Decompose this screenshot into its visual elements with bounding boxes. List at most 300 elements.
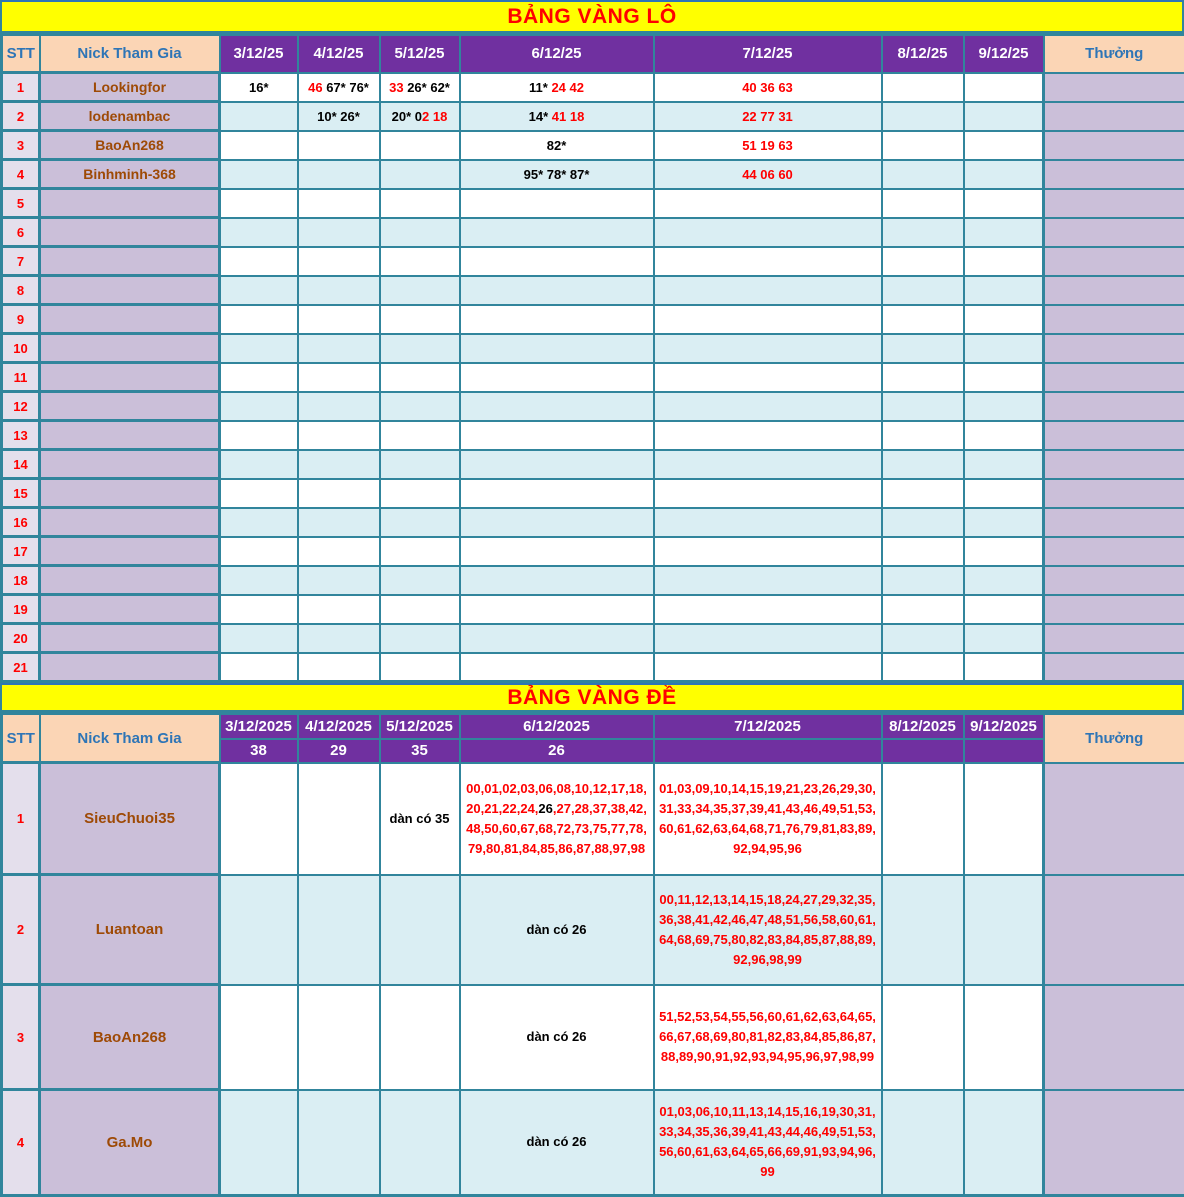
- de-date-header: 9/12/2025: [964, 714, 1044, 739]
- stt-cell: 3: [2, 985, 40, 1090]
- result-cell: [460, 595, 654, 624]
- result-cell: [220, 189, 298, 218]
- result-cell: [298, 595, 380, 624]
- result-cell: [220, 479, 298, 508]
- result-cell: [654, 334, 882, 363]
- result-cell: [882, 160, 964, 189]
- result-highlight: 2 18: [422, 109, 447, 124]
- nick-cell: lodenambac: [40, 102, 220, 131]
- nick-cell: BaoAn268: [40, 985, 220, 1090]
- nick-cell: [40, 218, 220, 247]
- result-cell: [380, 102, 460, 131]
- result-cell: [964, 985, 1044, 1090]
- result-cell: [654, 624, 882, 653]
- result-cell: [882, 875, 964, 985]
- result-highlight: 41 18: [552, 109, 585, 124]
- result-cell: [298, 421, 380, 450]
- stt-cell: 2: [2, 875, 40, 985]
- result-cell: [964, 363, 1044, 392]
- result-cell: [882, 392, 964, 421]
- result-cell: [882, 537, 964, 566]
- result-cell: [654, 160, 882, 189]
- stt-cell: 5: [2, 189, 40, 218]
- lo-tbody: [2, 73, 1184, 682]
- de-date-count: 26: [460, 739, 654, 763]
- result-cell: [380, 247, 460, 276]
- result-cell: [298, 763, 380, 875]
- result-cell: [654, 450, 882, 479]
- bonus-cell: [1044, 566, 1184, 595]
- result-cell: [298, 218, 380, 247]
- table-row: [2, 363, 1184, 392]
- nick-cell: [40, 189, 220, 218]
- result-cell: [460, 392, 654, 421]
- result-cell: [964, 566, 1044, 595]
- result-cell: [964, 160, 1044, 189]
- result-text: 82*: [547, 138, 567, 153]
- de-date-count: [882, 739, 964, 763]
- table-row: [2, 160, 1184, 189]
- result-cell: [882, 102, 964, 131]
- bonus-cell: [1044, 450, 1184, 479]
- result-cell: [298, 334, 380, 363]
- result-cell: [298, 985, 380, 1090]
- de-tbody: [2, 763, 1184, 1196]
- stt-cell: 4: [2, 160, 40, 189]
- table-row: [2, 537, 1184, 566]
- bonus-cell: [1044, 160, 1184, 189]
- table-row: [2, 985, 1184, 1090]
- bonus-cell: [1044, 363, 1184, 392]
- table-row: [2, 1090, 1184, 1196]
- result-cell: [460, 363, 654, 392]
- de-date-header: 5/12/2025: [380, 714, 460, 739]
- stt-cell: 15: [2, 479, 40, 508]
- lo-date-header: 3/12/25: [220, 35, 298, 73]
- table-row: [2, 595, 1184, 624]
- result-cell: [460, 653, 654, 682]
- table-row: [2, 392, 1184, 421]
- bonus-cell: [1044, 1090, 1184, 1196]
- result-highlight: ,27,28,37,38,42,48,50,60,67,68,72,73,75,77,78,79,80,81,84,85,86,87,88,97,98: [466, 801, 647, 856]
- bonus-cell: [1044, 421, 1184, 450]
- de-stt-header: STT: [2, 714, 40, 763]
- result-cell: [380, 363, 460, 392]
- result-cell: [460, 624, 654, 653]
- table-row: [2, 305, 1184, 334]
- result-cell: [220, 247, 298, 276]
- result-cell: [882, 276, 964, 305]
- result-cell: [460, 985, 654, 1090]
- result-cell: [964, 450, 1044, 479]
- de-date-header: 4/12/2025: [298, 714, 380, 739]
- stt-cell: 2: [2, 102, 40, 131]
- result-cell: [298, 247, 380, 276]
- result-cell: [882, 595, 964, 624]
- result-cell: [654, 508, 882, 537]
- result-cell: [220, 595, 298, 624]
- de-date-header: 8/12/2025: [882, 714, 964, 739]
- nick-cell: Ga.Mo: [40, 1090, 220, 1196]
- table-row: [2, 102, 1184, 131]
- table-row: [2, 566, 1184, 595]
- stt-cell: 10: [2, 334, 40, 363]
- result-cell: [298, 160, 380, 189]
- de-date-count: [964, 739, 1044, 763]
- bonus-cell: [1044, 508, 1184, 537]
- stt-cell: 17: [2, 537, 40, 566]
- result-cell: [964, 305, 1044, 334]
- result-cell: [220, 653, 298, 682]
- result-highlight: 00,11,12,13,14,15,18,24,27,29,32,35,36,38,41,42,46,47,48,51,56,58,60,61,64,68,69,75,80,82,83,84,85,87,88,89,92,96,98,99: [659, 892, 876, 967]
- lo-date-header: 5/12/25: [380, 35, 460, 73]
- bonus-cell: [1044, 537, 1184, 566]
- result-cell: [380, 160, 460, 189]
- result-cell: [460, 508, 654, 537]
- result-cell: [882, 218, 964, 247]
- result-cell: [380, 450, 460, 479]
- result-cell: [882, 189, 964, 218]
- result-cell: [380, 392, 460, 421]
- result-cell: [964, 131, 1044, 160]
- result-cell: [964, 334, 1044, 363]
- bonus-cell: [1044, 653, 1184, 682]
- result-cell: [380, 624, 460, 653]
- result-highlight: 46: [308, 80, 326, 95]
- result-highlight: 51,52,53,54,55,56,60,61,62,63,64,65,66,67,68,69,80,81,82,83,84,85,86,87,88,89,90,91,92,93,94,95,96,97,98,99: [659, 1009, 876, 1064]
- result-text: dàn có 26: [527, 1029, 587, 1044]
- result-cell: [964, 479, 1044, 508]
- result-cell: [882, 450, 964, 479]
- result-cell: [460, 276, 654, 305]
- result-cell: [460, 189, 654, 218]
- result-cell: [460, 537, 654, 566]
- de-table: [0, 712, 1184, 1197]
- result-cell: [460, 566, 654, 595]
- result-text: dàn có 26: [527, 922, 587, 937]
- result-cell: [654, 305, 882, 334]
- stt-cell: 1: [2, 763, 40, 875]
- result-cell: [654, 985, 882, 1090]
- nick-cell: [40, 566, 220, 595]
- lo-title-banner: [0, 0, 1184, 33]
- result-cell: [964, 189, 1044, 218]
- result-cell: [220, 450, 298, 479]
- nick-cell: [40, 247, 220, 276]
- result-cell: [220, 1090, 298, 1196]
- stt-cell: 18: [2, 566, 40, 595]
- bonus-cell: [1044, 305, 1184, 334]
- de-date-count: 29: [298, 739, 380, 763]
- result-cell: [298, 450, 380, 479]
- result-cell: [298, 102, 380, 131]
- result-cell: [460, 875, 654, 985]
- stt-cell: 9: [2, 305, 40, 334]
- table-row: [2, 189, 1184, 218]
- stt-cell: 13: [2, 421, 40, 450]
- nick-cell: [40, 537, 220, 566]
- result-cell: [654, 537, 882, 566]
- result-text: 11*: [529, 80, 551, 95]
- lo-date-header: 4/12/25: [298, 35, 380, 73]
- result-cell: [882, 131, 964, 160]
- table-row: [2, 653, 1184, 682]
- result-cell: [460, 160, 654, 189]
- result-cell: [380, 985, 460, 1090]
- table-row: [2, 218, 1184, 247]
- lo-date-header: 7/12/25: [654, 35, 882, 73]
- result-cell: [964, 875, 1044, 985]
- bonus-cell: [1044, 595, 1184, 624]
- bonus-cell: [1044, 73, 1184, 102]
- result-cell: [298, 189, 380, 218]
- bonus-cell: [1044, 247, 1184, 276]
- nick-cell: [40, 334, 220, 363]
- result-cell: [882, 985, 964, 1090]
- result-cell: [380, 305, 460, 334]
- table-row: [2, 276, 1184, 305]
- table-row: [2, 334, 1184, 363]
- nick-cell: [40, 363, 220, 392]
- result-cell: [380, 763, 460, 875]
- result-cell: [380, 537, 460, 566]
- de-date-header: 3/12/2025: [220, 714, 298, 739]
- result-cell: [654, 73, 882, 102]
- result-cell: [964, 421, 1044, 450]
- nick-cell: [40, 624, 220, 653]
- de-date-count: [654, 739, 882, 763]
- result-cell: [964, 102, 1044, 131]
- result-cell: [220, 73, 298, 102]
- table-row: [2, 763, 1184, 875]
- result-cell: [882, 305, 964, 334]
- stt-cell: 11: [2, 363, 40, 392]
- result-cell: [460, 247, 654, 276]
- result-cell: [298, 508, 380, 537]
- result-highlight: 01,03,06,10,11,13,14,15,16,19,30,31,33,34,35,36,39,41,43,44,46,49,51,53,56,60,61,63,64,65,66,69,91,93,94,96,99: [659, 1104, 876, 1179]
- result-cell: [654, 131, 882, 160]
- de-date-header: 7/12/2025: [654, 714, 882, 739]
- nick-cell: [40, 276, 220, 305]
- result-cell: [882, 1090, 964, 1196]
- result-highlight: 51 19 63: [742, 138, 793, 153]
- table-row: [2, 450, 1184, 479]
- result-cell: [654, 566, 882, 595]
- result-cell: [964, 276, 1044, 305]
- table-row: [2, 875, 1184, 985]
- result-text: 26* 62*: [407, 80, 450, 95]
- stt-cell: 14: [2, 450, 40, 479]
- result-highlight: 24 42: [551, 80, 584, 95]
- result-cell: [220, 334, 298, 363]
- result-cell: [882, 247, 964, 276]
- table-row: [2, 247, 1184, 276]
- bonus-cell: [1044, 392, 1184, 421]
- result-cell: [460, 102, 654, 131]
- nick-cell: BaoAn268: [40, 131, 220, 160]
- table-row: [2, 479, 1184, 508]
- result-cell: [298, 73, 380, 102]
- result-highlight: 00,01,02,03,06,08,10,12,17,18,20,21,22,24,: [466, 781, 647, 816]
- table-row: [2, 131, 1184, 160]
- result-cell: [380, 566, 460, 595]
- stt-cell: 21: [2, 653, 40, 682]
- result-cell: [882, 479, 964, 508]
- result-cell: [964, 218, 1044, 247]
- stt-cell: 19: [2, 595, 40, 624]
- result-cell: [380, 218, 460, 247]
- result-cell: [964, 392, 1044, 421]
- result-cell: [654, 218, 882, 247]
- lo-header-row: [2, 35, 1184, 73]
- result-cell: [380, 131, 460, 160]
- result-cell: [964, 247, 1044, 276]
- result-cell: [654, 595, 882, 624]
- bonus-cell: [1044, 276, 1184, 305]
- result-cell: [460, 479, 654, 508]
- nick-cell: Luantoan: [40, 875, 220, 985]
- result-highlight: 01,03,09,10,14,15,19,21,23,26,29,30,31,33,34,35,37,39,41,43,46,49,51,53,60,61,62,63,64,68,71,76,79,81,83,89,92,94,95,96: [659, 781, 876, 856]
- stt-cell: 6: [2, 218, 40, 247]
- result-cell: [298, 566, 380, 595]
- de-date-header: 6/12/2025: [460, 714, 654, 739]
- result-cell: [298, 624, 380, 653]
- result-cell: [220, 160, 298, 189]
- stt-cell: 8: [2, 276, 40, 305]
- result-cell: [220, 566, 298, 595]
- result-cell: [460, 421, 654, 450]
- result-cell: [882, 73, 964, 102]
- lo-date-header: 6/12/25: [460, 35, 654, 73]
- nick-cell: [40, 305, 220, 334]
- lo-table: [0, 33, 1184, 683]
- bonus-cell: [1044, 334, 1184, 363]
- result-highlight: 40 36 63: [742, 80, 793, 95]
- result-text: 10* 26*: [317, 109, 360, 124]
- result-cell: [298, 392, 380, 421]
- result-highlight: 22 77 31: [742, 109, 793, 124]
- bonus-cell: [1044, 218, 1184, 247]
- result-cell: [298, 276, 380, 305]
- nick-cell: SieuChuoi35: [40, 763, 220, 875]
- result-cell: [460, 763, 654, 875]
- stt-cell: 1: [2, 73, 40, 102]
- result-cell: [654, 247, 882, 276]
- de-date-count: 38: [220, 739, 298, 763]
- result-cell: [964, 595, 1044, 624]
- nick-cell: [40, 653, 220, 682]
- result-cell: [654, 1090, 882, 1196]
- lo-date-header: 9/12/25: [964, 35, 1044, 73]
- bonus-cell: [1044, 189, 1184, 218]
- result-cell: [298, 1090, 380, 1196]
- result-text: 16*: [249, 80, 269, 95]
- de-title-banner: [0, 683, 1184, 712]
- result-cell: [220, 131, 298, 160]
- result-cell: [220, 305, 298, 334]
- result-cell: [220, 392, 298, 421]
- nick-cell: Binhminh-368: [40, 160, 220, 189]
- result-cell: [882, 334, 964, 363]
- result-cell: [460, 450, 654, 479]
- lo-bonus-header: Thưởng: [1044, 35, 1184, 73]
- result-cell: [380, 1090, 460, 1196]
- bonus-cell: [1044, 624, 1184, 653]
- result-cell: [460, 334, 654, 363]
- result-cell: [380, 276, 460, 305]
- result-cell: [964, 537, 1044, 566]
- bonus-cell: [1044, 479, 1184, 508]
- result-cell: [460, 131, 654, 160]
- result-cell: [654, 653, 882, 682]
- result-cell: [882, 363, 964, 392]
- nick-cell: [40, 595, 220, 624]
- nick-cell: [40, 421, 220, 450]
- de-nick-header: Nick Tham Gia: [40, 714, 220, 763]
- result-cell: [298, 653, 380, 682]
- result-highlight: 44 06 60: [742, 167, 793, 182]
- nick-cell: [40, 450, 220, 479]
- result-cell: [220, 763, 298, 875]
- result-cell: [882, 508, 964, 537]
- stt-cell: 12: [2, 392, 40, 421]
- result-cell: [654, 421, 882, 450]
- result-cell: [964, 1090, 1044, 1196]
- result-cell: [380, 479, 460, 508]
- table-row: [2, 624, 1184, 653]
- table-row: [2, 508, 1184, 537]
- result-text: dàn có 26: [527, 1134, 587, 1149]
- result-cell: [220, 537, 298, 566]
- table-row: [2, 421, 1184, 450]
- result-cell: [298, 875, 380, 985]
- result-cell: [220, 276, 298, 305]
- result-cell: [964, 653, 1044, 682]
- result-cell: [882, 624, 964, 653]
- bonus-cell: [1044, 985, 1184, 1090]
- result-cell: [220, 218, 298, 247]
- result-cell: [220, 875, 298, 985]
- result-cell: [380, 334, 460, 363]
- result-cell: [298, 363, 380, 392]
- result-cell: [654, 102, 882, 131]
- bonus-cell: [1044, 875, 1184, 985]
- result-cell: [882, 653, 964, 682]
- result-cell: [654, 479, 882, 508]
- result-cell: [460, 218, 654, 247]
- result-cell: [964, 763, 1044, 875]
- result-text: 67* 76*: [326, 80, 369, 95]
- result-text: 26: [538, 801, 552, 816]
- stt-cell: 20: [2, 624, 40, 653]
- result-text: 20* 0: [392, 109, 422, 124]
- result-cell: [380, 73, 460, 102]
- nick-cell: [40, 479, 220, 508]
- result-cell: [380, 508, 460, 537]
- result-cell: [380, 189, 460, 218]
- result-cell: [298, 537, 380, 566]
- stt-cell: 16: [2, 508, 40, 537]
- result-cell: [220, 102, 298, 131]
- result-cell: [964, 624, 1044, 653]
- result-cell: [380, 421, 460, 450]
- result-cell: [298, 131, 380, 160]
- result-text: 95* 78* 87*: [524, 167, 590, 182]
- stt-cell: 7: [2, 247, 40, 276]
- result-cell: [220, 985, 298, 1090]
- de-bonus-header: Thưởng: [1044, 714, 1184, 763]
- result-cell: [380, 653, 460, 682]
